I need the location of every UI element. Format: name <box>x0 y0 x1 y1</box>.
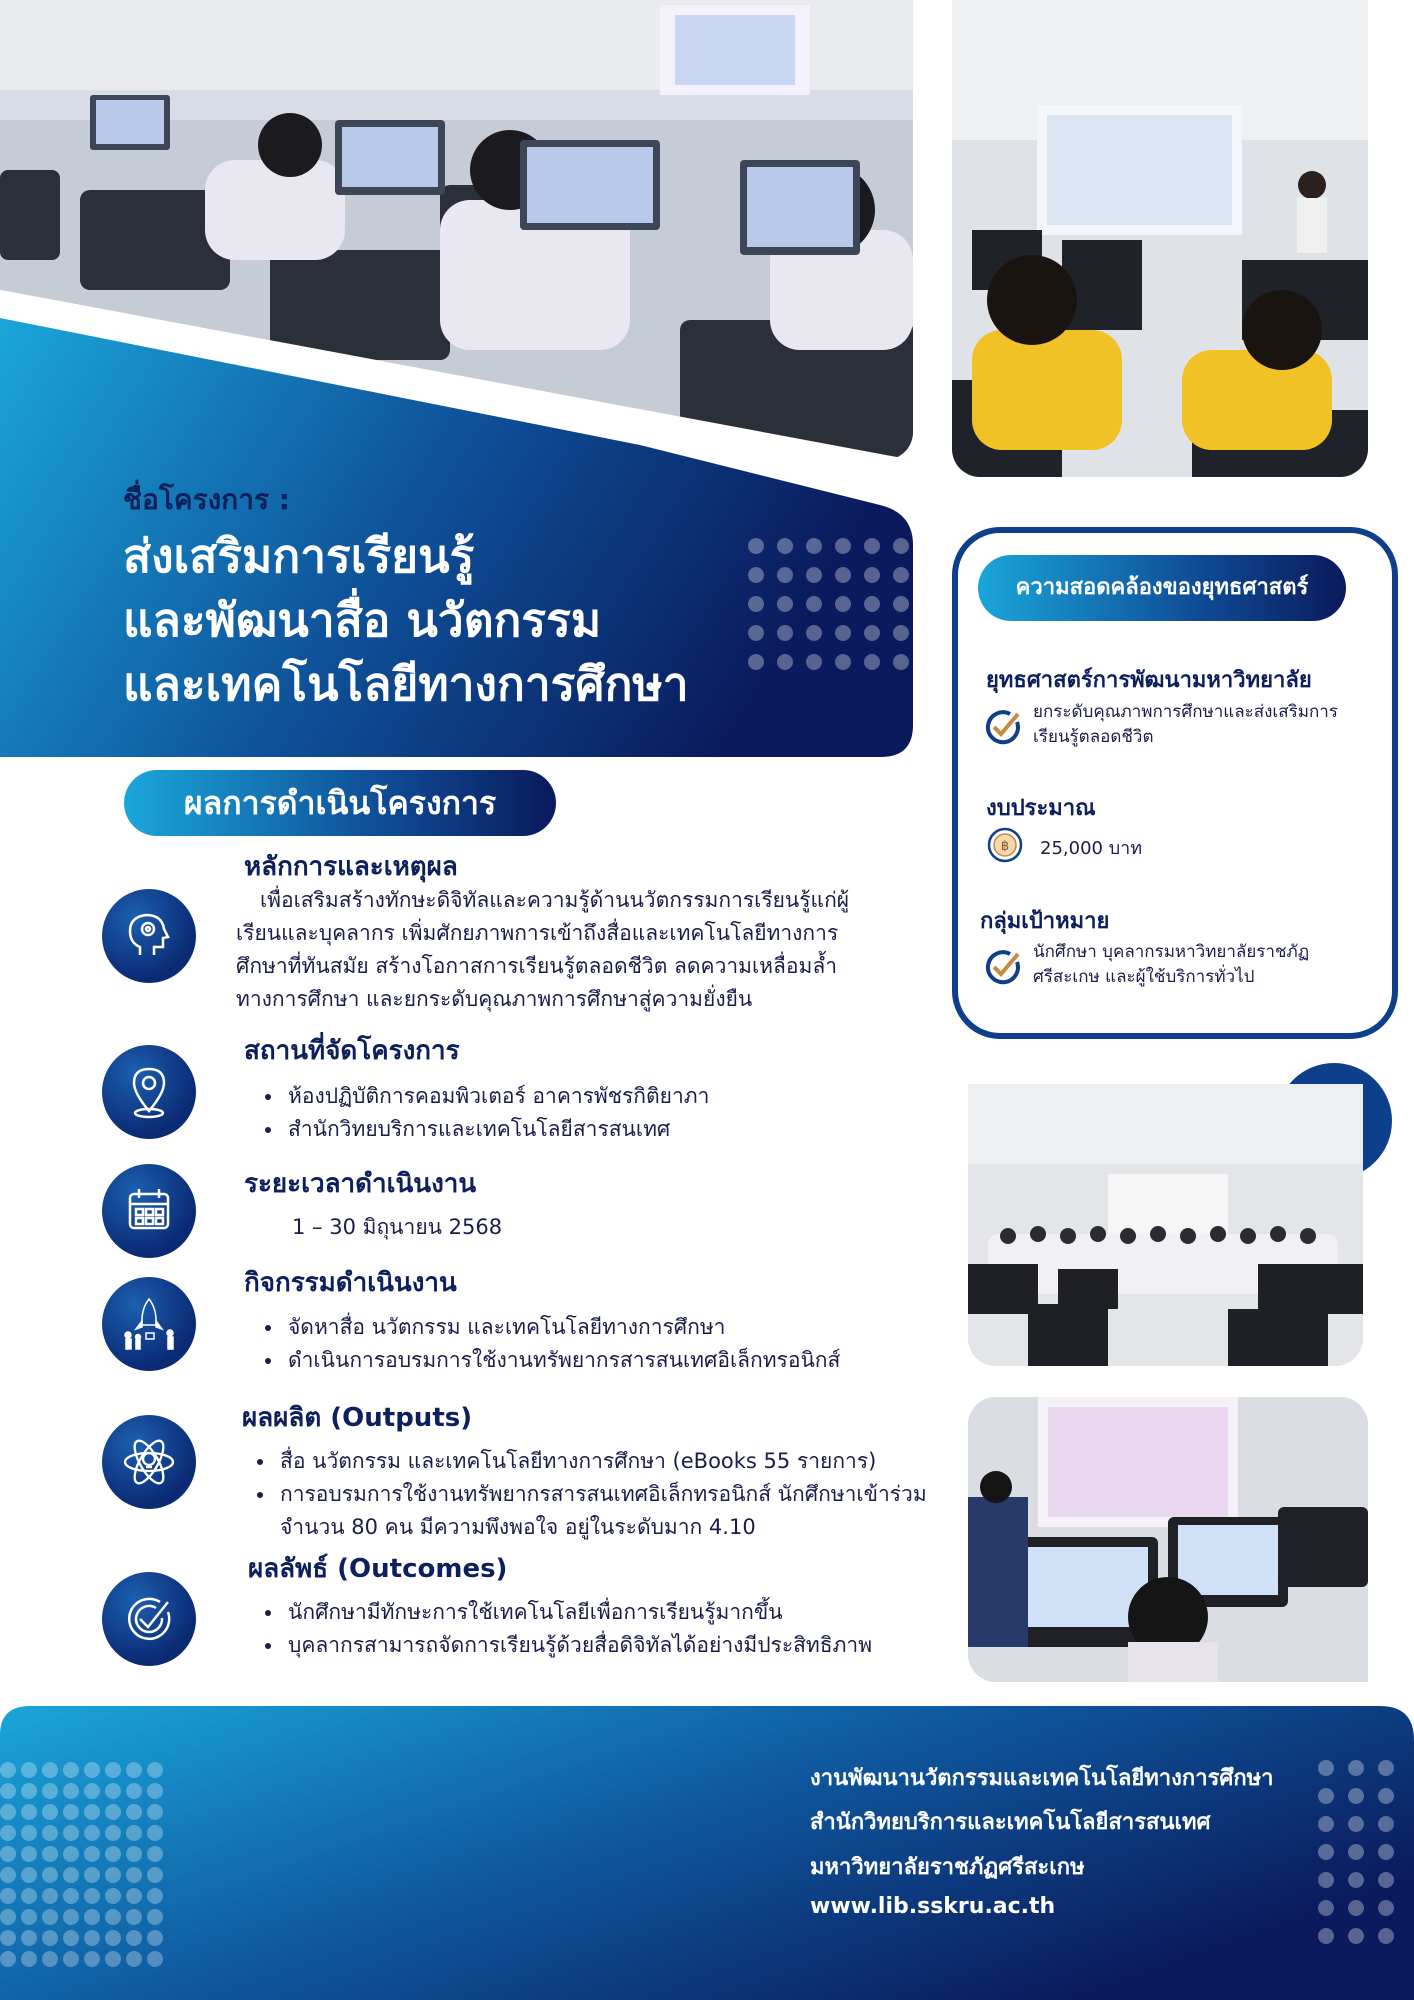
project-label: ชื่อโครงการ : <box>123 483 290 516</box>
outcomes-item: • บุคลากรสามารถจัดการเรียนรู้ด้วยสื่อดิจิทัลได้อย่างมีประสิทธิภาพ <box>284 1629 872 1662</box>
training-photo <box>968 1397 1368 1682</box>
svg-text:฿: ฿ <box>1000 839 1010 854</box>
strategy-line-1: ยกระดับคุณภาพการศึกษาและส่งเสริมการ <box>1033 702 1338 722</box>
results-banner-label: ผลการดำเนินโครงการ <box>183 784 497 822</box>
target-text <box>1033 940 1309 990</box>
rationale-line-1: เพื่อเสริมสร้างทักษะดิจิทัลและความรู้ด้านนวัตกรรมการเรียนรู้แก่ผู้ <box>260 888 850 912</box>
target-line-1: นักศึกษา บุคลากรมหาวิทยาลัยราชภัฏ <box>1033 942 1310 962</box>
venue-title: สถานที่จัดโครงการ <box>244 1036 460 1066</box>
target-check-icon-small <box>984 948 1022 986</box>
outputs-item: • สื่อ นวัตกรรม และเทคโนโลยีทางการศึกษา (eBooks 55 รายการ) <box>276 1445 927 1478</box>
baht-coin-icon <box>987 827 1023 863</box>
venue-item: • ห้องปฏิบัติการคอมพิวเตอร์ อาคารพัชรกิติยาภา <box>284 1080 709 1113</box>
location-pin-icon <box>102 1045 196 1139</box>
rationale-line-4: ทางการศึกษา และยกระดับคุณภาพการศึกษาสู่ความยั่งยืน <box>236 987 753 1011</box>
outcomes-title: ผลลัพธ์ (Outcomes) <box>248 1554 508 1584</box>
strategy-title: ยุทธศาสตร์การพัฒนามหาวิทยาลัย <box>986 668 1312 693</box>
outcomes-item: • นักศึกษามีทักษะการใช้เทคโนโลยีเพื่อการเรียนรู้มากขึ้น <box>284 1596 872 1629</box>
venue-list <box>256 1080 709 1146</box>
atom-bulb-icon <box>102 1415 196 1509</box>
footer-website-link[interactable]: www.lib.sskru.ac.th <box>810 1894 1056 1919</box>
activities-item: • ดำเนินการอบรมการใช้งานทรัพยากรสารสนเทศอิเล็กทรอนิกส์ <box>284 1344 840 1377</box>
outcomes-list <box>256 1596 872 1662</box>
project-title-line-2: และพัฒนาสื่อ นวัตกรรม <box>123 593 602 647</box>
target-line-2: ศรีสะเกษ และผู้ใช้บริการทั่วไป <box>1033 967 1255 987</box>
outputs-item-line-1: การอบรมการใช้งานทรัพยากรสารสนเทศอิเล็กทรอนิกส์ นักศึกษาเข้าร่วม <box>280 1482 927 1506</box>
activities-title: กิจกรรมดำเนินงาน <box>244 1268 457 1298</box>
rationale-title: หลักการและเหตุผล <box>244 852 458 882</box>
outputs-item-line-2: จำนวน 80 คน มีความพึงพอใจ อยู่ในระดับมาก 4.10 <box>280 1515 756 1539</box>
project-title <box>123 524 689 716</box>
outputs-title: ผลผลิต (Outputs) <box>242 1403 473 1433</box>
target-check-icon <box>102 1572 196 1666</box>
project-title-line-1: ส่งเสริมการเรียนรู้ <box>123 529 475 583</box>
outputs-item <box>276 1478 927 1544</box>
venue-item: • สำนักวิทยบริการและเทคโนโลยีสารสนเทศ <box>284 1113 709 1146</box>
period-title: ระยะเวลาดำเนินงาน <box>244 1169 477 1199</box>
classroom-photo-presentation <box>952 0 1368 477</box>
rationale-line-2: เรียนและบุคลากร เพิ่มศักยภาพการเข้าถึงสื่อและเทคโนโลยีทางการ <box>236 921 839 945</box>
strategy-text <box>1033 700 1338 750</box>
rocket-team-icon <box>102 1277 196 1371</box>
footer-dot-grid-left <box>0 1762 161 1965</box>
budget-amount: 25,000 บาท <box>1040 838 1143 859</box>
footer-dot-grid-right <box>1318 1760 1394 1944</box>
strategy-check-icon <box>984 708 1022 746</box>
project-title-line-3: และเทคโนโลยีทางการศึกษา <box>123 657 689 711</box>
rationale-line-3: ศึกษาที่ทันสมัย สร้างโอกาสการเรียนรู้ตลอดชีวิต ลดความเหลื่อมล้ำ <box>236 954 838 978</box>
outputs-list <box>248 1445 927 1544</box>
target-title: กลุ่มเป้าหมาย <box>980 909 1110 934</box>
budget-title: งบประมาณ <box>986 796 1096 821</box>
footer-university: มหาวิทยาลัยราชภัฏศรีสะเกษ <box>810 1855 1085 1880</box>
decorative-dot-grid <box>748 538 909 670</box>
strategy-line-2: เรียนรู้ตลอดชีวิต <box>1033 727 1154 747</box>
rationale-text <box>236 884 849 1016</box>
calendar-icon <box>102 1164 196 1258</box>
alignment-header: ความสอดคล้องของยุทธศาสตร์ <box>1015 575 1309 600</box>
activities-item: • จัดหาสื่อ นวัตกรรม และเทคโนโลยีทางการศึกษา <box>284 1311 840 1344</box>
brain-gear-icon <box>102 889 196 983</box>
activities-list <box>256 1311 840 1377</box>
footer-unit: งานพัฒนานวัตกรรมและเทคโนโลยีทางการศึกษา <box>810 1766 1274 1791</box>
footer-office: สำนักวิทยบริการและเทคโนโลยีสารสนเทศ <box>810 1810 1211 1835</box>
group-photo <box>968 1084 1363 1366</box>
period-text: 1 – 30 มิถุนายน 2568 <box>292 1215 503 1239</box>
